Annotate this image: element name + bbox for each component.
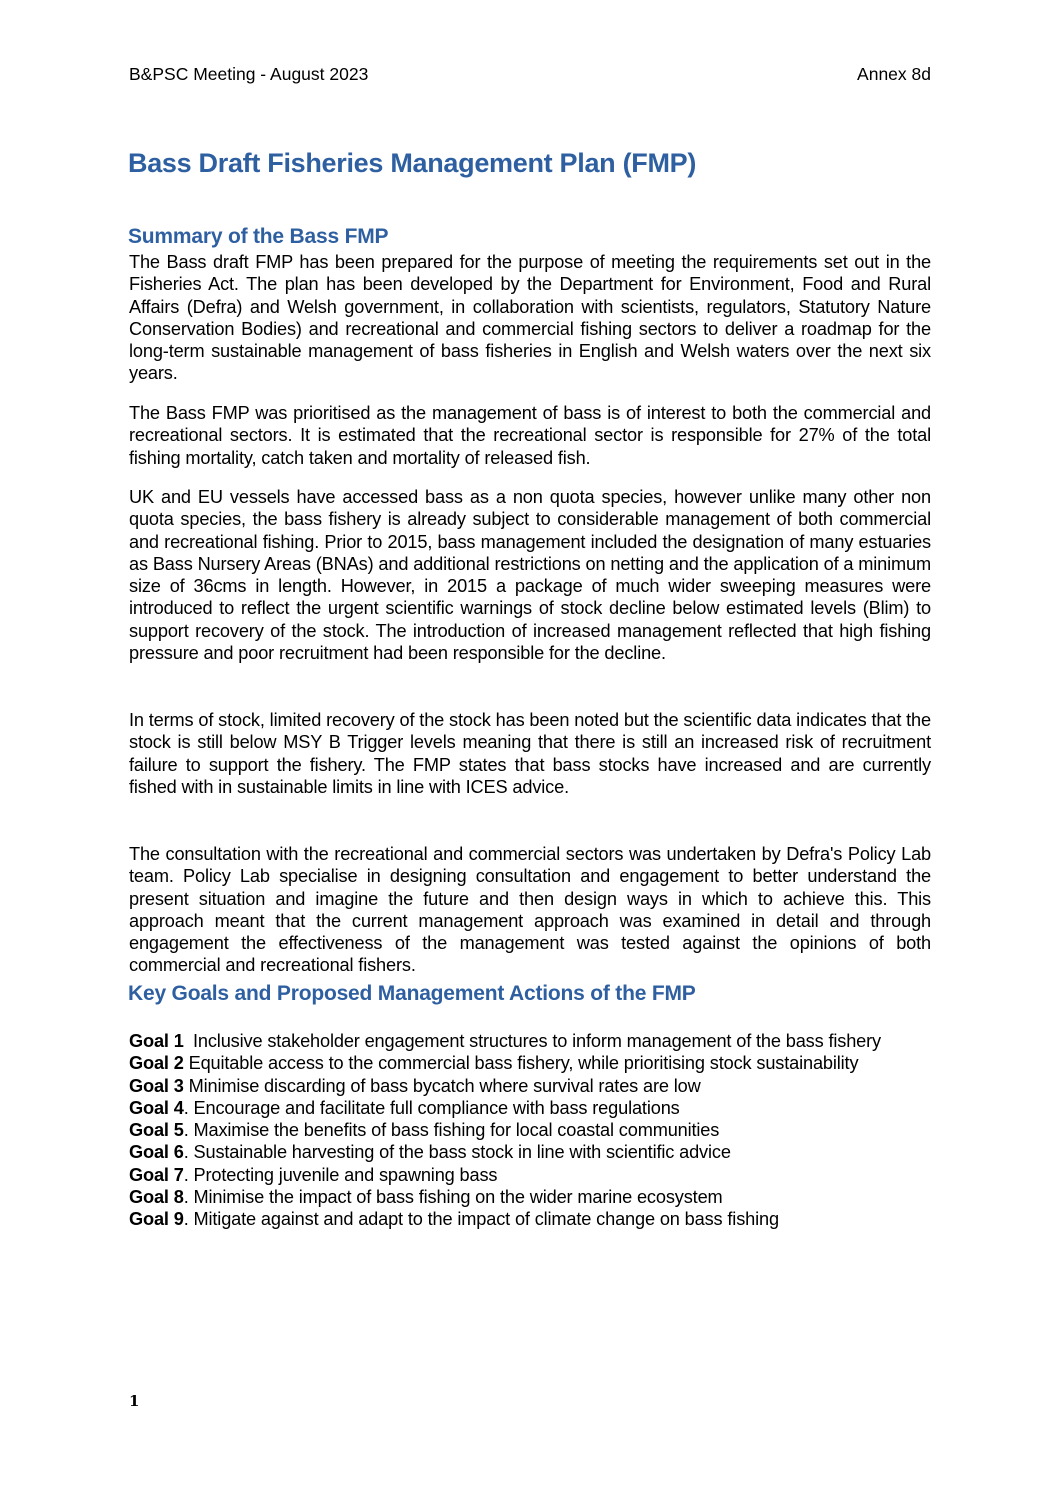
summary-heading: Summary of the Bass FMP <box>128 225 389 248</box>
summary-paragraph: The Bass draft FMP has been prepared for the purpose of meeting the requirements set out in the Fisheries Act. The plan has been developed by the Department for Environment, Food and Rural Affairs (Defra) and Welsh government, in collaboration with scientists, regulators, Statutory Nature Conservation Bodies) and recreational and commercial fishing sectors to deliver a roadmap for the long-term sustainable management of bass fisheries in English and Welsh waters over the next six years. <box>129 252 931 384</box>
page-header <box>129 64 931 88</box>
goal-text: . Sustainable harvesting of the bass stock in line with scientific advice <box>183 1142 731 1163</box>
goal-label: Goal 9 <box>129 1209 184 1230</box>
goal-text: Inclusive stakeholder engagement structures to inform management of the bass fishery <box>193 1031 881 1051</box>
goal-text: Minimise discarding of bass bycatch where survival rates are low <box>183 1075 701 1096</box>
goals-heading: Key Goals and Proposed Management Actions of the FMP <box>128 982 696 1005</box>
goal-item <box>129 1075 931 1097</box>
goal-label: Goal 7 <box>129 1164 184 1185</box>
goal-item <box>129 1052 931 1074</box>
goal-item <box>129 1208 931 1230</box>
page-number: 1 <box>129 1392 140 1410</box>
goal-item <box>129 1164 931 1186</box>
goal-text: Equitable access to the commercial bass fishery, while prioritising stock sustainability <box>183 1053 859 1074</box>
goal-text: . Minimise the impact of bass fishing on the wider marine ecosystem <box>183 1187 723 1208</box>
goal-item <box>129 1030 931 1052</box>
header-meeting: B&PSC Meeting - August 2023 <box>129 64 369 84</box>
goal-text: . Protecting juvenile and spawning bass <box>183 1164 498 1185</box>
summary-paragraph: UK and EU vessels have accessed bass as a non quota species, however unlike many other non quota species, the bass fishery is already subject to considerable management of both commercial and recreational fishing. Prior to 2015, bass management included the designation of many estuaries as Bass Nursery Areas (BNAs) and additional restrictions on netting and the application of a minimum size of 36cms in length. However, in 2015 a package of much wider sweeping measures were introduced to reflect the urgent scientific warnings of stock decline below estimated levels (Blim) to support recovery of the stock. The introduction of increased management reflected that high fishing pressure and poor recruitment had been responsible for the decline. <box>129 487 931 664</box>
goal-label: Goal 5 <box>129 1120 184 1141</box>
summary-paragraph: In terms of stock, limited recovery of the stock has been noted but the scientific data indicates that the stock is still below MSY B Trigger levels meaning that there is still an increased risk of recruitment failure to support the fishery. The FMP states that bass stocks have increased and are currently fished with in sustainable limits in line with ICES advice. <box>129 710 931 797</box>
goal-item <box>129 1186 931 1208</box>
header-annex: Annex 8d <box>857 64 931 84</box>
summary-paragraph: The Bass FMP was prioritised as the management of bass is of interest to both the commercial and recreational sectors. It is estimated that the recreational sector is responsible for 27% of the total fishing mortality, catch taken and mortality of released fish. <box>129 403 931 468</box>
goal-item <box>129 1119 931 1141</box>
goal-label: Goal 8 <box>129 1187 184 1208</box>
goal-item <box>129 1097 931 1119</box>
goal-label: Goal 3 <box>129 1075 184 1096</box>
goal-text: . Encourage and facilitate full compliance with bass regulations <box>183 1097 680 1118</box>
goal-text: . Mitigate against and adapt to the impact of climate change on bass fishing <box>183 1209 779 1230</box>
goal-label: Goal 6 <box>129 1142 184 1163</box>
goals-list <box>129 1030 931 1231</box>
goal-item <box>129 1141 931 1163</box>
document-title: Bass Draft Fisheries Management Plan (FMP) <box>128 148 697 178</box>
summary-paragraph: The consultation with the recreational and commercial sectors was undertaken by Defra's Policy Lab team. Policy Lab specialise in designing consultation and engagement to better understand the present situation and imagine the future and then design ways in which to achieve this. This approach meant that the current management approach was examined in detail and through engagement the effectiveness of the management was tested against the opinions of both commercial and recreational fishers. <box>129 844 931 976</box>
goal-label: Goal 4 <box>129 1097 184 1118</box>
goal-text: . Maximise the benefits of bass fishing for local coastal communities <box>183 1120 720 1141</box>
goal-label: Goal 2 <box>129 1053 184 1074</box>
goal-label: Goal 1 <box>129 1031 184 1051</box>
